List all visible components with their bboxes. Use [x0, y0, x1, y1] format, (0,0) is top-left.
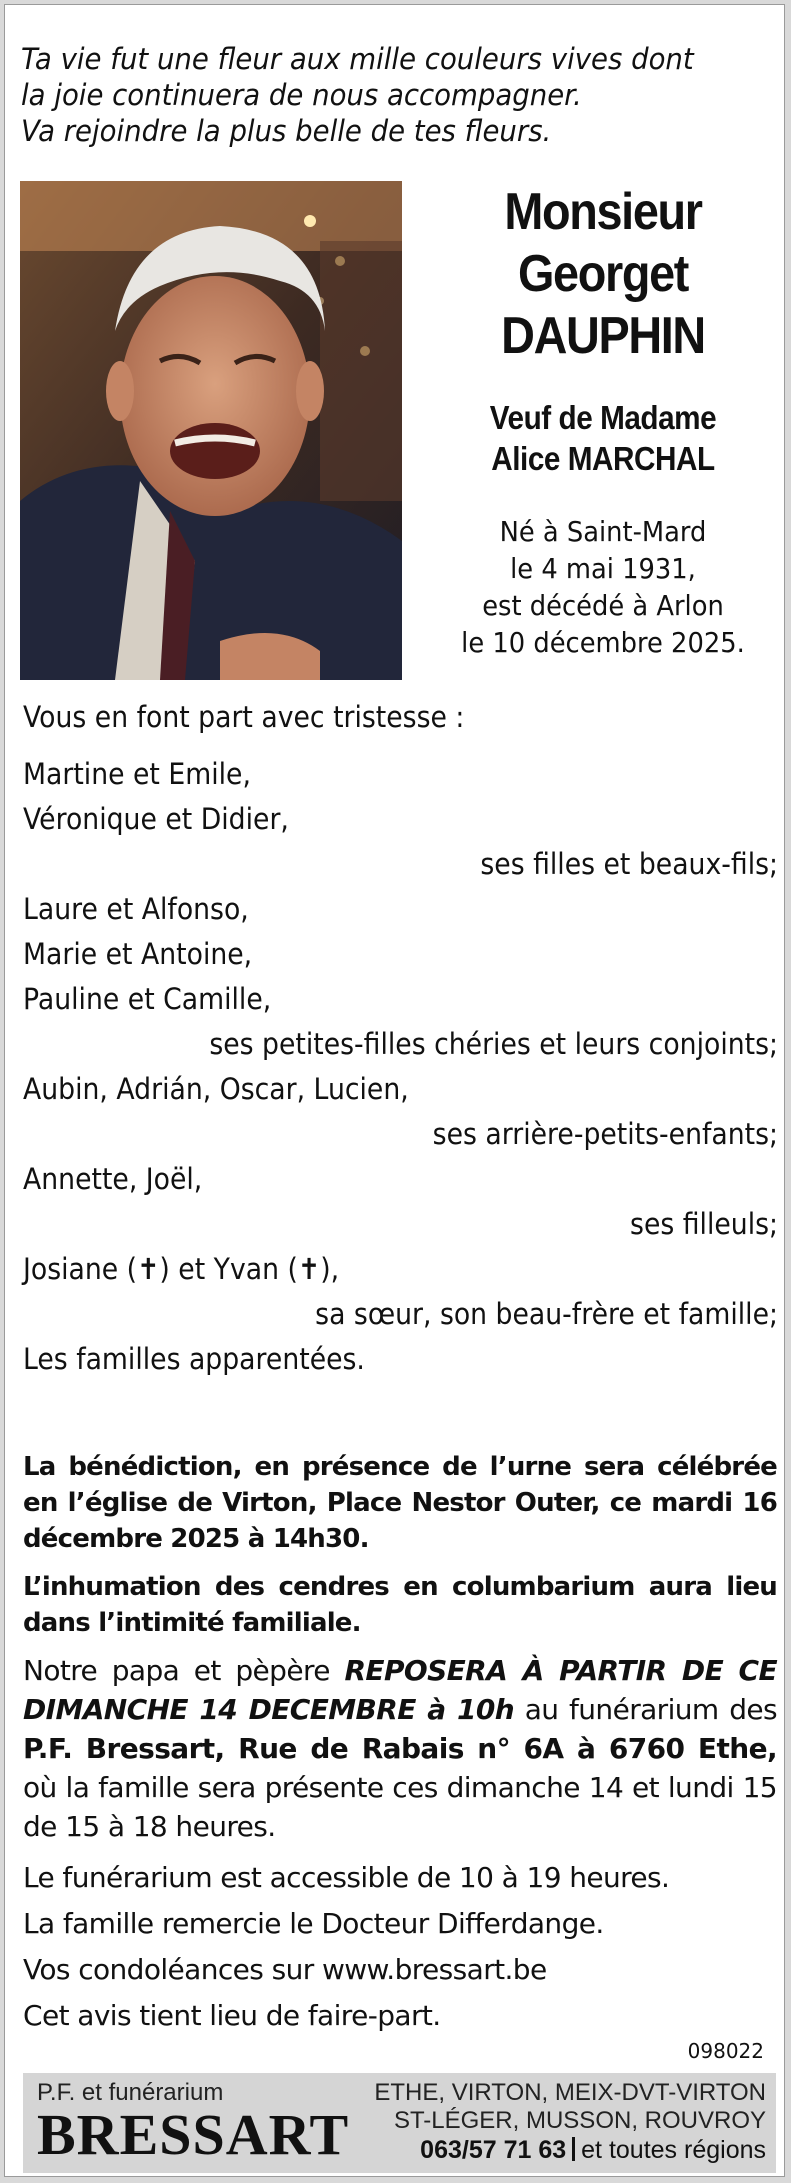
funeral-home-footer	[23, 2073, 776, 2173]
family-intro: Vous en font part avec tristesse :	[23, 700, 465, 734]
family-list	[23, 695, 778, 1382]
portrait-photo	[20, 181, 402, 680]
family-members: Pauline et Camille,	[23, 982, 272, 1016]
locations-line: ST-LÉGER, MUSSON, ROUVROY	[393, 2107, 766, 2134]
family-relation: ses filleuls;	[630, 1207, 778, 1241]
phone-number: 063/57 71 63	[420, 2136, 567, 2164]
funeral-home-logo: BRESSART	[37, 2102, 350, 2167]
visitation-text	[23, 1651, 777, 1846]
obituary-notice	[4, 4, 785, 2177]
benediction-text: La bénédiction, en présence de l’urne sera célébrée en l’église de Virton, Place Nestor Outer, ce mardi 16 décembre 2025 à 14h30.	[23, 1452, 777, 1554]
birth-death-info	[439, 513, 767, 661]
birth-line: le 10 décembre 2025.	[461, 626, 745, 659]
family-members: Marie et Antoine,	[23, 937, 253, 971]
birth-line: Né à Saint-Mard	[499, 515, 707, 548]
family-members: Martine et Emile,	[23, 757, 251, 791]
funeral-home-brand	[37, 2079, 350, 2167]
regions-text: et toutes régions	[581, 2136, 766, 2164]
notice-text: Cet avis tient lieu de faire-part.	[23, 1999, 441, 2032]
family-members: Laure et Alfonso,	[23, 892, 249, 926]
inhumation-text: L’inhumation des cendres en columbarium aura lieu dans l’intimité familiale.	[23, 1572, 777, 1638]
widow-of	[443, 397, 763, 479]
thanks-text: La famille remercie le Docteur Differdange.	[23, 1907, 604, 1940]
widow-line: Alice MARCHAL	[491, 440, 715, 477]
portrait-illustration	[20, 181, 402, 680]
poem-line: Va rejoindre la plus belle de tes fleurs.	[21, 114, 552, 148]
last-name: DAUPHIN	[501, 307, 705, 365]
reference-number: 098022	[687, 2039, 764, 2063]
separator	[572, 2137, 575, 2161]
family-members: Josiane (✝) et Yvan (✝),	[23, 1252, 340, 1286]
family-relation: sa sœur, son beau-frère et famille;	[315, 1297, 778, 1331]
poem-line: Ta vie fut une fleur aux mille couleurs vives dont	[21, 42, 694, 76]
family-lines	[23, 752, 778, 1382]
family-relation: ses arrière-petits-enfants;	[432, 1117, 778, 1151]
remarks	[23, 1651, 777, 2042]
name-title: Monsieur	[504, 183, 702, 241]
poem-line: la joie continuera de nous accompagner.	[21, 78, 582, 112]
visitation-address: P.F. Bressart, Rue de Rabais n° 6A à 6760 Ethe,	[23, 1732, 777, 1765]
family-members: Véronique et Didier,	[23, 802, 289, 836]
family-members: Aubin, Adrián, Oscar, Lucien,	[23, 1072, 409, 1106]
family-relation: ses filles et beaux-fils;	[480, 847, 778, 881]
ceremony-info	[23, 1449, 777, 1653]
family-members: Annette, Joël,	[23, 1162, 203, 1196]
birth-line: est décédé à Arlon	[482, 589, 724, 622]
locations-line: ETHE, VIRTON, MEIX-DVT-VIRTON	[374, 2079, 766, 2106]
visitation-part: où la famille sera présente ces dimanche 14 et lundi 15 de 15 à 18 heures.	[23, 1771, 777, 1843]
first-name: Georget	[518, 245, 688, 303]
deceased-info	[425, 181, 781, 661]
hours-text: Le funérarium est accessible de 10 à 19 heures.	[23, 1861, 670, 1894]
condolences-text: Vos condoléances sur www.bressart.be	[23, 1953, 547, 1986]
deceased-name	[443, 181, 763, 367]
widow-line: Veuf de Madame	[489, 399, 717, 436]
funeral-home-tagline: P.F. et funérarium	[37, 2079, 224, 2106]
visitation-part: Notre papa et pèpère	[23, 1654, 345, 1687]
family-relation: ses petites-filles chéries et leurs conjoints;	[209, 1027, 779, 1061]
visitation-emphasis: REPOSERA À PARTIR DE CE DIMANCHE 14 DECEMBRE à 10h	[23, 1654, 777, 1726]
visitation-part: au funérarium des	[514, 1693, 777, 1726]
funeral-home-contact	[374, 2079, 766, 2165]
poem	[21, 41, 724, 149]
family-members: Les familles apparentées.	[23, 1342, 365, 1376]
birth-line: le 4 mai 1931,	[510, 552, 696, 585]
phone-line	[374, 2135, 766, 2165]
